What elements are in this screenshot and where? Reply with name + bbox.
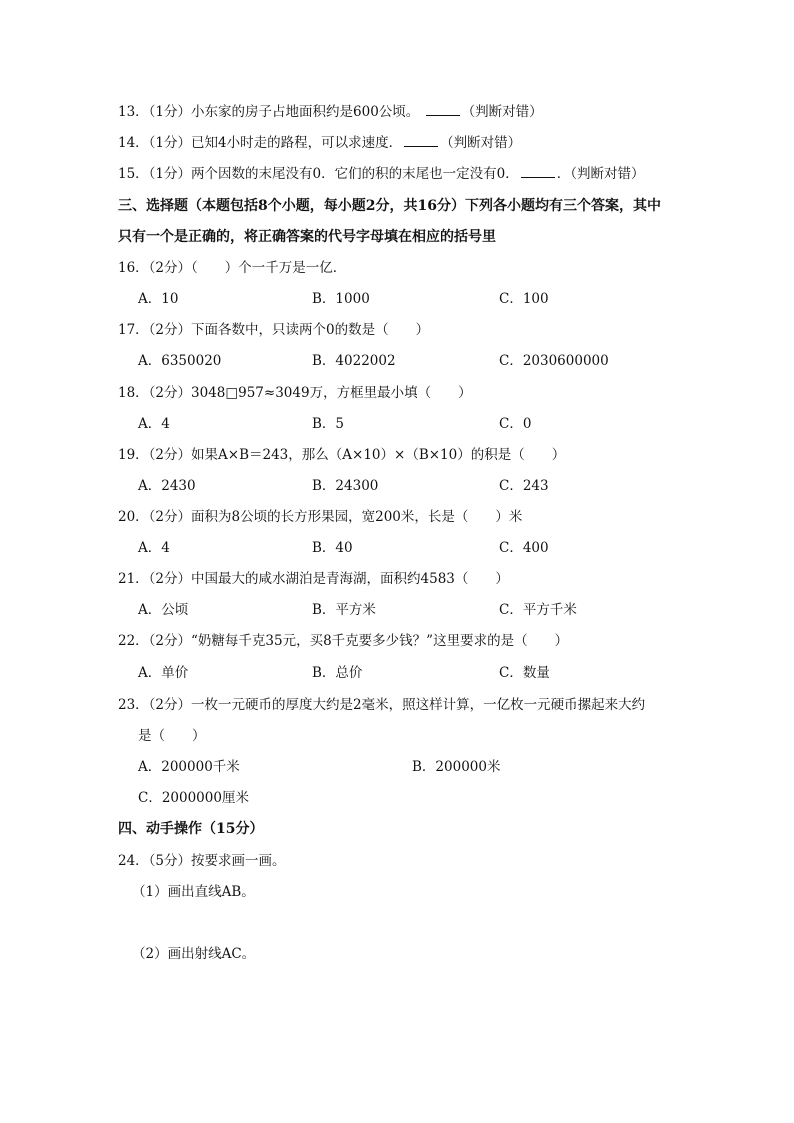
q19-option-c[interactable]: C．243 [499,478,549,494]
question-18-stem: 18．（2分）3048□957≈3049万，方框里最小填（ ） [118,385,472,401]
q24-sub-2: （2）画出射线AC。 [132,946,256,962]
question-23-stem: 23．（2分）一枚一元硬币的厚度大约是2毫米，照这样计算，一亿枚一元硬币摞起来大约 [118,697,646,713]
section-3-heading-line2: 只有一个是正确的，将正确答案的代号字母填在相应的括号里 [118,229,496,245]
question-23-stem-cont: 是（ ） [138,728,206,744]
q16-option-a[interactable]: A．10 [138,291,179,307]
question-17-stem: 17．（2分）下面各数中，只读两个0的数是（ ） [118,322,430,338]
q18-option-c[interactable]: C．0 [499,416,532,432]
question-24-stem: 24．（5分）按要求画一画。 [118,853,286,869]
question-20-stem: 20．（2分）面积为8公顷的长方形果园，宽200米，长是（ ）米 [118,509,523,525]
q23-option-a[interactable]: A．200000千米 [138,759,240,775]
q21-option-c[interactable]: C．平方千米 [499,602,577,618]
q13-number: 13．（1分） [118,104,192,120]
section-3-heading-line1: 三、选择题（本题包括8个小题，每小题2分，共16分）下列各小题均有三个答案，其中 [118,198,661,214]
q22-option-b[interactable]: B．总价 [312,665,363,681]
q13-answer-blank[interactable] [426,103,460,116]
q22-option-c[interactable]: C．数量 [499,665,550,681]
q22-option-a[interactable]: A．单价 [138,665,189,681]
question-19-stem: 19．（2分）如果A×B＝243，那么（A×10）×（B×10）的积是（ ） [118,447,566,463]
q15-text: 两个因数的末尾没有0．它们的积的末尾也一定没有0． [191,166,519,182]
q16-option-c[interactable]: C．100 [499,291,549,307]
q18-option-b[interactable]: B．5 [312,416,345,432]
question-21-stem: 21．（2分）中国最大的咸水湖泊是青海湖，面积约4583（ ） [118,571,509,587]
q16-option-b[interactable]: B．1000 [312,291,370,307]
question-15 [118,165,644,183]
q19-option-a[interactable]: A．2430 [138,478,196,494]
q17-option-a[interactable]: A．6350020 [138,353,222,369]
q21-option-b[interactable]: B．平方米 [312,602,376,618]
q17-option-b[interactable]: B．4022002 [312,353,396,369]
q23-option-b[interactable]: B．200000米 [412,759,501,775]
q20-option-a[interactable]: A．4 [138,540,170,556]
q13-tail: （判断对错） [461,104,543,120]
q20-option-c[interactable]: C．400 [499,540,549,556]
q23-option-c[interactable]: C．2000000厘米 [138,790,249,806]
q24-sub-1: （1）画出直线AB。 [132,884,255,900]
q20-option-b[interactable]: B．40 [312,540,353,556]
q14-tail: （判断对错） [440,135,522,151]
question-22-stem: 22．（2分）“奶糖每千克35元，买8千克要多少钱？”这里要求的是（ ） [118,633,569,649]
question-14 [118,134,521,152]
q15-answer-blank[interactable] [521,165,555,178]
q13-text: 小东家的房子占地面积约是600公顷。 [191,104,420,120]
q14-number: 14．（1分） [118,135,192,151]
q18-option-a[interactable]: A．4 [138,416,170,432]
q14-answer-blank[interactable] [404,134,438,147]
q17-option-c[interactable]: C．2030600000 [499,353,609,369]
q15-tail: ．（判断对错） [556,166,645,182]
q19-option-b[interactable]: B．24300 [312,478,379,494]
question-16-stem: 16．（2分）（ ）个一千万是一亿． [118,260,347,276]
q21-option-a[interactable]: A．公顷 [138,602,189,618]
section-4-heading: 四、动手操作（15分） [118,821,264,837]
q14-text: 已知4小时走的路程，可以求速度． [191,135,403,151]
question-13 [118,103,543,121]
q15-number: 15．（1分） [118,166,192,182]
